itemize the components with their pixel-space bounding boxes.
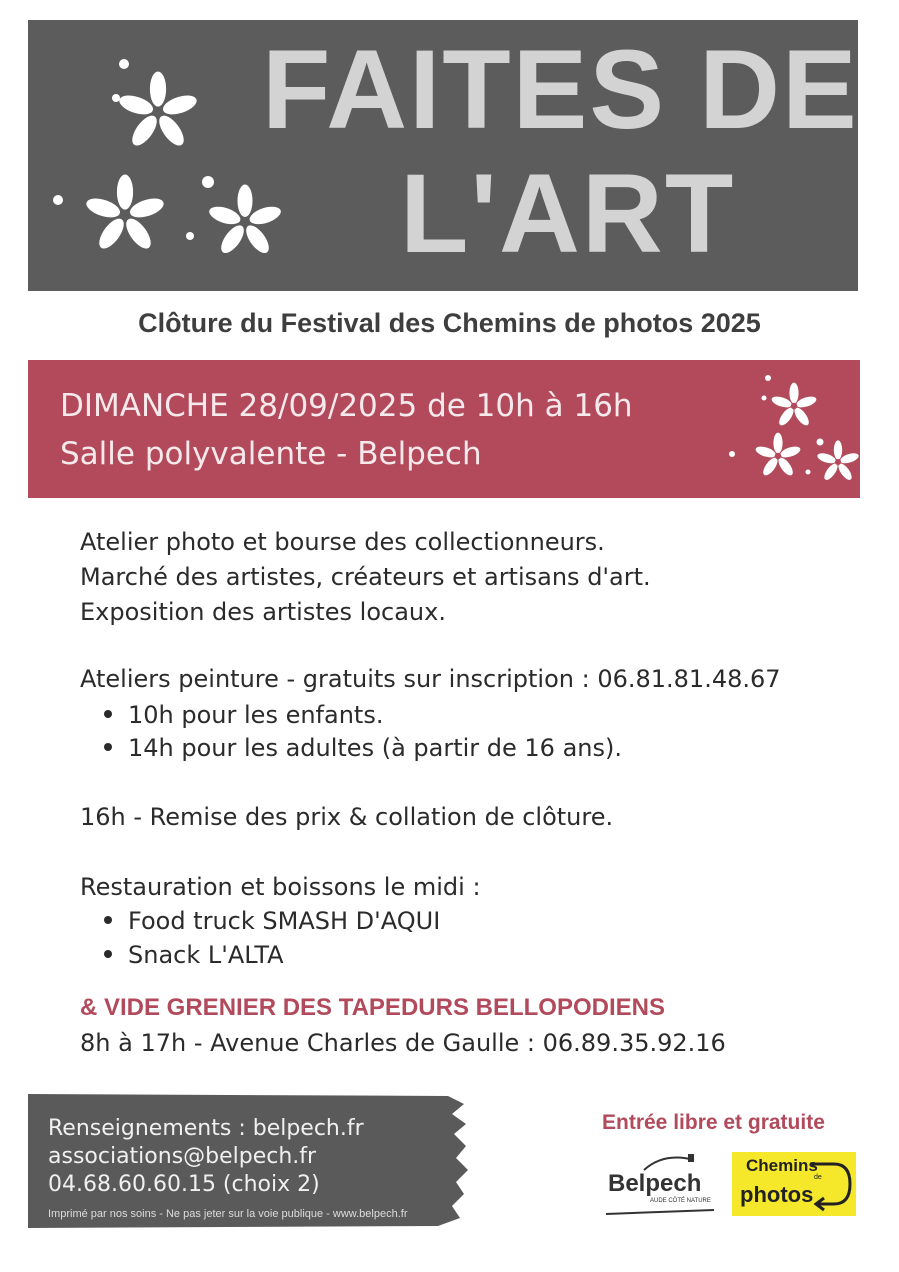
footer-info-website: Renseignements : belpech.fr <box>48 1116 364 1141</box>
belpech-logo-tagline: AUDE CÔTÉ NATURE <box>650 1198 711 1204</box>
intro-line-2: Marché des artistes, créateurs et artisans d'art. <box>80 563 651 591</box>
restauration-title: Restauration et boissons le midi : <box>80 873 481 901</box>
title-line-2: L'ART <box>400 151 736 276</box>
imprint-note: Imprimé par nos soins - Ne pas jeter sur la voie publique - www.belpech.fr <box>48 1208 408 1220</box>
chemins-logo-de: de <box>814 1174 822 1181</box>
remise-line: 16h - Remise des prix & collation de clôture. <box>80 803 614 831</box>
footer-info-phone: 04.68.60.60.15 (choix 2) <box>48 1172 320 1197</box>
chemins-logo-top: Chemins <box>746 1156 818 1175</box>
vide-grenier-title: & VIDE GRENIER DES TAPEDURS BELLOPODIENS <box>80 994 665 1021</box>
title-line-1: FAITES DE <box>262 27 859 152</box>
event-place: Salle polyvalente - Belpech <box>60 436 482 472</box>
entree-libre: Entrée libre et gratuite <box>602 1111 825 1134</box>
event-date: DIMANCHE 28/09/2025 de 10h à 16h <box>60 388 633 424</box>
flower-decoration-icon <box>40 50 300 270</box>
chemins-logo-bottom: photos <box>740 1182 814 1207</box>
footer-info-email: associations@belpech.fr <box>48 1144 317 1169</box>
list-item: Snack L'ALTA <box>104 940 284 970</box>
ateliers-title: Ateliers peinture - gratuits sur inscription : 06.81.81.48.67 <box>80 665 781 693</box>
belpech-logo-name: Belpech <box>608 1170 702 1197</box>
flower-small-icon <box>720 368 860 490</box>
list-item: Food truck SMASH D'AQUI <box>104 906 440 936</box>
vide-grenier-details: 8h à 17h - Avenue Charles de Gaulle : 06.89.35.92.16 <box>80 1029 726 1057</box>
list-item: 10h pour les enfants. <box>104 700 383 730</box>
intro-line-3: Exposition des artistes locaux. <box>80 598 446 626</box>
subtitle: Clôture du Festival des Chemins de photos 2025 <box>138 308 761 338</box>
list-item: 14h pour les adultes (à partir de 16 ans). <box>104 733 622 763</box>
intro-line-1: Atelier photo et bourse des collectionneurs. <box>80 528 605 556</box>
